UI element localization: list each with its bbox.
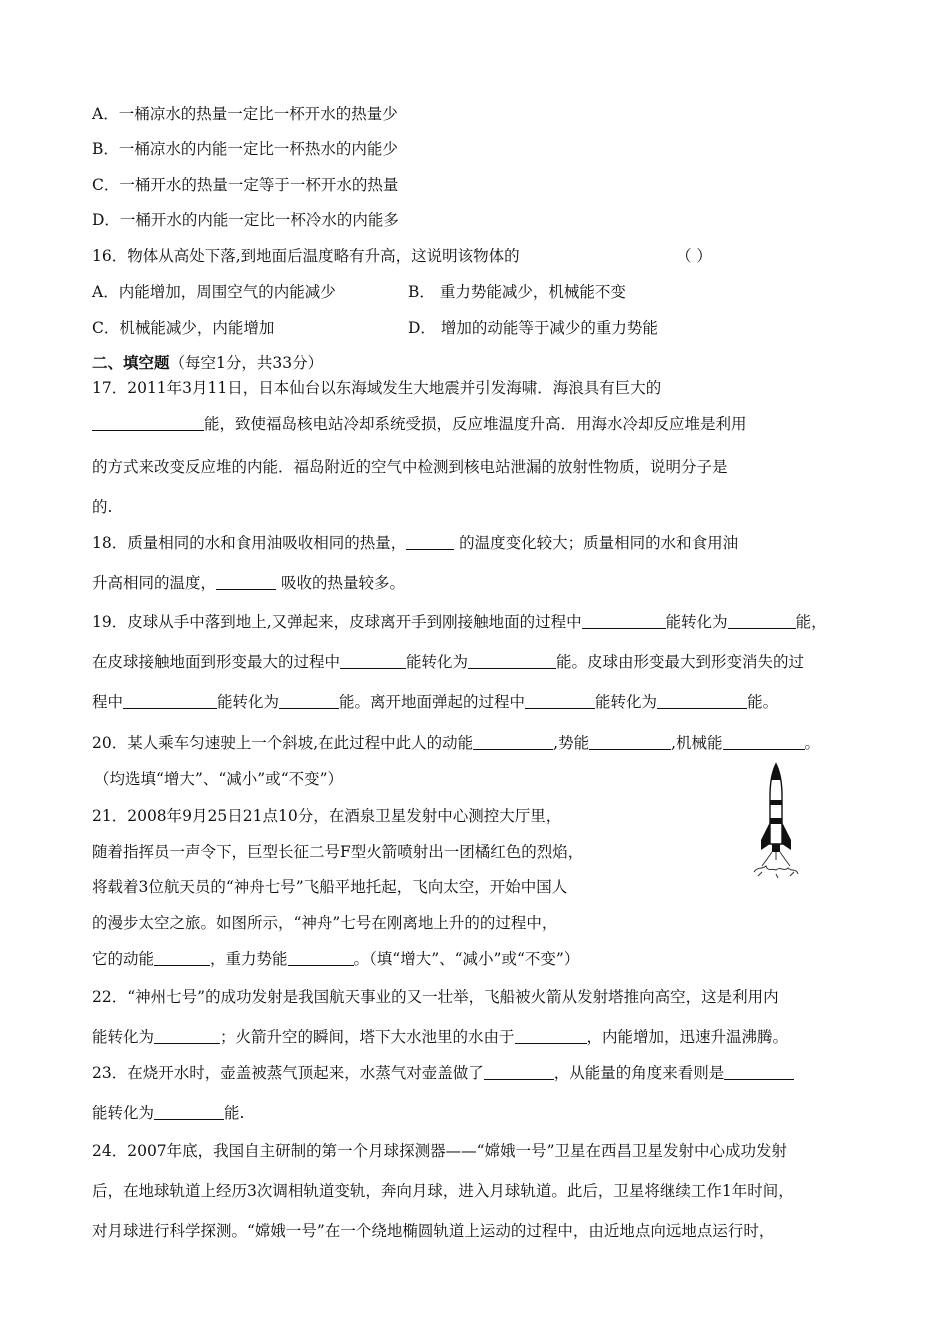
q19-text: 能转化为 <box>406 653 469 671</box>
answer-blank[interactable] <box>582 612 666 629</box>
q15-option-c: C．一桶开水的热量一定等于一杯开水的热量 <box>92 176 399 194</box>
answer-blank[interactable] <box>525 692 595 709</box>
q22-text: 能转化为 <box>92 1028 155 1046</box>
q23-text: 能. <box>224 1104 245 1122</box>
q20-line2: （均选填“增大”、“减小”或“不变”） <box>94 770 344 788</box>
answer-blank[interactable] <box>154 1103 224 1120</box>
q19-text: 19．皮球从手中落到地上,又弹起来，皮球离开手到刚接触地面的过程中 <box>92 613 582 631</box>
section-title: 二、填空题 <box>92 353 170 372</box>
q22-text: ；火箭升空的瞬间，塔下大水池里的水由于 <box>220 1028 515 1046</box>
section-note: （每空1分，共33分） <box>169 354 324 372</box>
q18-text-c: 升高相同的温度， <box>92 574 217 592</box>
q24-line2: 后，在地球轨道上经历3次调相轨道变轨，奔向月球，进入月球轨道。此后，卫星将继续工作1年时间， <box>92 1182 794 1200</box>
answer-blank[interactable] <box>216 573 276 590</box>
q19-text: 能。皮球由形变最大到形变消失的过 <box>556 653 805 671</box>
q23-text: 能转化为 <box>92 1104 155 1122</box>
q22-line2 <box>92 1027 788 1047</box>
section-heading <box>92 353 323 373</box>
q17-line1: 17．2011年3月11日，日本仙台以东海域发生大地震并引发海啸．海浪具有巨大的 <box>92 379 662 397</box>
q21-text: ，重力势能 <box>210 950 288 968</box>
answer-blank[interactable] <box>468 652 556 669</box>
answer-blank[interactable] <box>657 692 747 709</box>
answer-blank[interactable] <box>589 733 671 750</box>
q18-text-a: 18．质量相同的水和食用油吸收相同的热量， <box>92 534 407 552</box>
q20-text: 。 <box>804 734 821 752</box>
q19-text: 能， <box>795 613 827 631</box>
answer-blank[interactable] <box>728 612 796 629</box>
answer-blank[interactable] <box>154 949 210 966</box>
q19-line2 <box>92 652 804 672</box>
q17-line3: 的方式来改变反应堆的内能．福岛附近的空气中检测到核电站泄漏的放射性物质，说明分子是 <box>92 458 728 476</box>
q24-line1: 24．2007年底，我国自主研制的第一个月球探测器——“嫦娥一号”卫星在西昌卫星发射中心成功发射 <box>92 1142 788 1160</box>
answer-blank[interactable] <box>723 733 805 750</box>
q19-line1 <box>92 612 827 632</box>
q19-text: 在皮球接触地面到形变最大的过程中 <box>92 653 341 671</box>
answer-blank[interactable] <box>279 692 339 709</box>
answer-blank[interactable] <box>154 1027 220 1044</box>
q22-line1: 22．“神州七号”的成功发射是我国航天事业的又一壮举，飞船被火箭从发射塔推向高空，这是利用内 <box>92 988 779 1006</box>
q16-option-a: A．内能增加，周围空气的内能减少 <box>92 283 336 301</box>
q20-text: 20．某人乘车匀速驶上一个斜坡,在此过程中此人的动能 <box>92 734 474 752</box>
q21-line2: 随着指挥员一声令下，巨型长征二号F型火箭喷射出一团橘红色的烈焰， <box>92 843 584 861</box>
rocket-icon <box>750 762 802 880</box>
q15-option-a: A．一桶凉水的热量一定比一杯开水的热量少 <box>92 105 398 123</box>
q19-line3 <box>92 692 778 712</box>
q21-line3: 将载着3位航天员的“神舟七号”飞船平地托起，飞向太空，开始中国人 <box>92 878 568 896</box>
q15-option-b: B．一桶凉水的内能一定比一杯热水的内能少 <box>92 140 398 158</box>
q20-text: ,势能 <box>553 734 590 752</box>
answer-blank[interactable] <box>473 733 553 750</box>
q17-line2 <box>92 414 747 434</box>
q18-line2 <box>92 573 405 593</box>
q19-text: 程中 <box>92 693 124 711</box>
answer-blank[interactable] <box>484 1063 554 1080</box>
q23-text: ，从能量的角度来看则是 <box>553 1064 725 1082</box>
q21-line4: 的漫步太空之旅。如图所示，“神舟”七号在刚离地上升的的过程中， <box>92 914 558 932</box>
q19-text: 能转化为 <box>217 693 280 711</box>
q19-text: 能转化为 <box>665 613 728 631</box>
q23-line2 <box>92 1103 244 1123</box>
q17-line4: 的. <box>92 498 113 516</box>
answer-blank[interactable] <box>123 692 217 709</box>
q19-text: 能。 <box>747 693 779 711</box>
q21-line5 <box>92 949 579 969</box>
answer-blank[interactable] <box>406 533 454 550</box>
q20-line1 <box>92 733 820 753</box>
answer-blank[interactable] <box>724 1063 794 1080</box>
q16-option-b: B． 重力势能减少，机械能不变 <box>408 283 626 301</box>
q18-text-d: 吸收的热量较多。 <box>276 574 405 592</box>
answer-blank[interactable] <box>92 414 204 431</box>
q18-line1 <box>92 533 738 553</box>
q24-line3: 对月球进行科学探测。“嫦娥一号”在一个绕地椭圆轨道上运动的过程中，由近地点向远地点运行时， <box>92 1222 775 1240</box>
q16-option-c: C．机械能减少，内能增加 <box>92 319 275 337</box>
q21-line1: 21．2008年9月25日21点10分，在酒泉卫星发射中心测控大厅里， <box>92 807 562 825</box>
q21-text: 。（填“增大”、“减小”或“不变”） <box>353 950 580 968</box>
q20-text: ,机械能 <box>671 734 723 752</box>
answer-blank[interactable] <box>515 1027 587 1044</box>
q18-text-b: 的温度变化较大；质量相同的水和食用油 <box>454 534 739 552</box>
answer-blank[interactable] <box>340 652 406 669</box>
q23-text: 23．在烧开水时，壶盖被蒸气顶起来，水蒸气对壶盖做了 <box>92 1064 484 1082</box>
q16-answer-paren: （ ） <box>676 247 712 265</box>
q21-text: 它的动能 <box>92 950 155 968</box>
q17-line2-text: 能，致使福岛核电站冷却系统受损，反应堆温度升高．用海水冷却反应堆是利用 <box>204 415 747 433</box>
q16-stem: 16．物体从高处下落,到地面后温度略有升高，这说明该物体的 <box>92 247 520 265</box>
q15-option-d: D．一桶开水的内能一定比一杯冷水的内能多 <box>92 211 399 229</box>
q22-text: ，内能增加，迅速升温沸腾。 <box>586 1028 789 1046</box>
q19-text: 能。离开地面弹起的过程中 <box>339 693 526 711</box>
q19-text: 能转化为 <box>595 693 658 711</box>
q23-line1 <box>92 1063 794 1083</box>
answer-blank[interactable] <box>288 949 354 966</box>
q16-option-d: D． 增加的动能等于减少的重力势能 <box>408 319 658 337</box>
